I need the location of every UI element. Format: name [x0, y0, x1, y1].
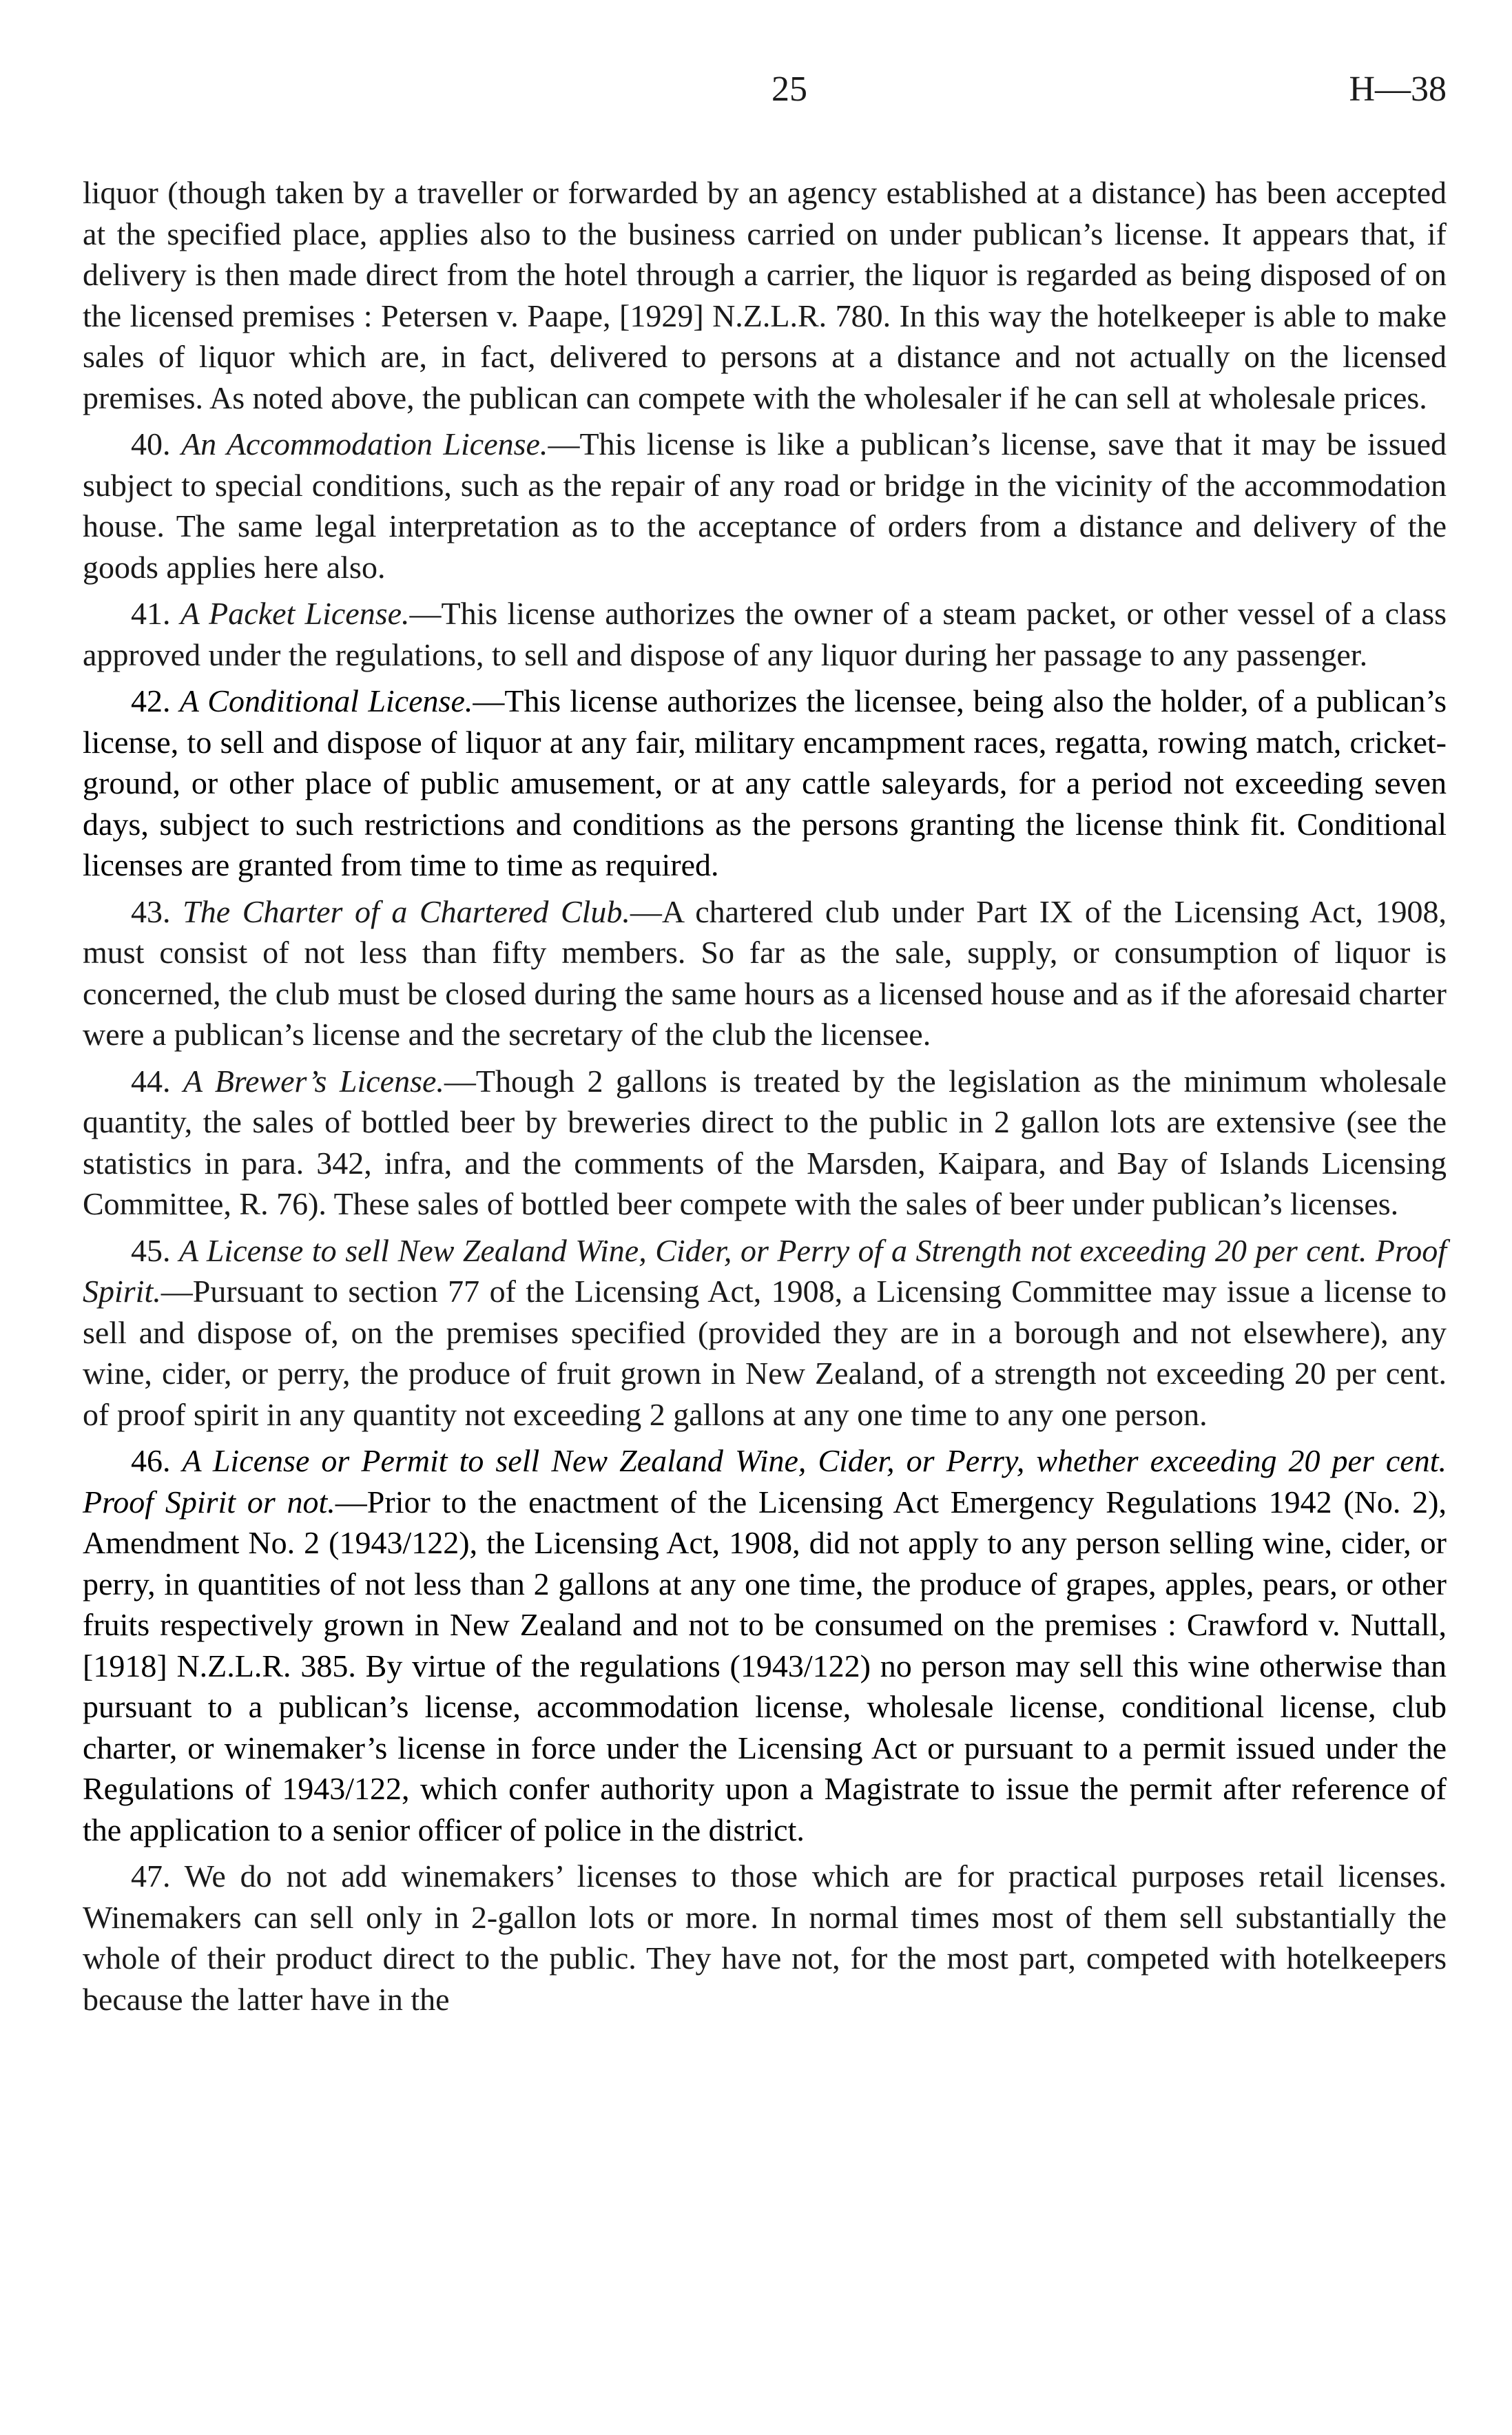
paragraph-text: We do not add winemakers’ licenses to those which are for practical purposes retail licenses. Winemakers can sell only in 2-gallon lots or more. In normal times most of them sell substantially the whole of their product direct to the public. They have not, for the most part, competed with hotelkeepers because the latter have in the [83, 1858, 1447, 2017]
page-header [83, 69, 1447, 124]
paragraph-46 [83, 1440, 1447, 1850]
paragraph-title: A Conditional License. [179, 683, 473, 718]
paragraph-continuation [83, 172, 1447, 418]
paragraph-47 [83, 1856, 1447, 2020]
paragraph-title: A License or Permit to sell New Zealand Wine, Cider, or Perry, whether exceeding 20 per cent. Proof Spirit or not. [83, 1443, 1447, 1520]
paragraph-title: A Packet License. [180, 596, 410, 631]
paragraph-42 [83, 681, 1447, 886]
paragraph-number: 45. [131, 1232, 171, 1268]
paragraph-text: —A chartered club under Part IX of the Licensing Act, 1908, must consist of not less than fifty members. So far as the sale, supply, or consumption of liquor is concerned, the club must be closed during the same hours as a licensed house and as if the aforesaid charter were a publican’s license and the secretary of the club the licensee. [83, 893, 1447, 1052]
body-text [83, 172, 1447, 2020]
paragraph-text: —Prior to the enactment of the Licensing Act Emergency Regulations 1942 (No. 2), Amendment No. 2 (1943/122), the Licensing Act, 1908, did not apply to any person selling wine, cider, or perry, in quantities of not less than 2 gallons at any one time, the produce of grapes, apples, pears, or other fruits respectively grown in New Zealand and not to be consumed on the premises : Crawford v. Nuttall, [1918] N.Z.L.R. 385. By virtue of the regulations (1943/122) no person may sell this wine otherwise than pursuant to a publican’s license, accommodation license, wholesale license, conditional license, club charter, or winemaker’s license in force under the Licensing Act or pursuant to a permit issued under the Regulations of 1943/122, which confer authority upon a Magistrate to issue the permit after reference of the application to a senior officer of police in the district. [83, 1484, 1447, 1847]
paragraph-number: 46. [131, 1443, 171, 1478]
paragraph-title: The Charter of a Chartered Club. [183, 893, 630, 929]
paragraph-text: —This license is like a publican’s license, save that it may be issued subject to special conditions, such as the repair of any road or bridge in the vicinity of the accommodation house. The same legal interpretation as to the acceptance of orders from a distance and delivery of the goods applies here also. [83, 426, 1447, 585]
paragraph-title: A Brewer’s License. [183, 1063, 444, 1099]
paragraph-title: A License to sell New Zealand Wine, Cider, or Perry of a Strength not exceeding 20 per cent. Proof Spirit. [83, 1232, 1447, 1309]
page-number: 25 [771, 70, 807, 109]
paragraph-41 [83, 593, 1447, 675]
document-page [83, 69, 1447, 2025]
document-reference: H—38 [1349, 70, 1447, 109]
paragraph-number: 42. [131, 683, 171, 718]
paragraph-number: 43. [131, 893, 171, 929]
paragraph-44 [83, 1061, 1447, 1225]
paragraph-title: An Accommodation License. [181, 426, 548, 462]
paragraph-text: liquor (though taken by a traveller or forwarded by an agency established at a distance) has been accepted at the specified place, applies also to the business carried on under publican’s license. It appears that, if delivery is then made direct from the hotel through a carrier, the liquor is regarded as being disposed of on the licensed premises : Petersen v. Paape, [1929] N.Z.L.R. 780. In this way the hotelkeeper is able to make sales of liquor which are, in fact, delivered to persons at a distance and not actually on the licensed premises. As noted above, the publican can compete with the wholesaler if he can sell at wholesale prices. [83, 175, 1447, 415]
paragraph-text: —Though 2 gallons is treated by the legislation as the minimum wholesale quantity, the sales of bottled beer by breweries direct to the public in 2 gallon lots are extensive (see the statistics in para. 342, infra, and the comments of the Marsden, Kaipara, and Bay of Islands Licensing Committee, R. 76). These sales of bottled beer compete with the sales of beer under publican’s licenses. [83, 1063, 1447, 1221]
paragraph-43 [83, 891, 1447, 1055]
paragraph-number: 47. [131, 1858, 171, 1894]
paragraph-text: —This license authorizes the owner of a steam packet, or other vessel of a class approved under the regulations, to sell and dispose of any liquor during her passage to any passenger. [83, 596, 1447, 672]
paragraph-number: 41. [131, 596, 171, 631]
paragraph-45 [83, 1230, 1447, 1436]
paragraph-40 [83, 424, 1447, 588]
paragraph-number: 40. [131, 426, 171, 462]
paragraph-text: —This license authorizes the licensee, being also the holder, of a publican’s license, to sell and dispose of liquor at any fair, military encampment races, regatta, rowing match, cricket-ground, or other place of public amusement, or at any cattle saleyards, for a period not exceeding seven days, subject to such restrictions and conditions as the persons granting the license think fit. Conditional licenses are granted from time to time as required. [83, 683, 1447, 882]
paragraph-text: —Pursuant to section 77 of the Licensing Act, 1908, a Licensing Committee may issue a license to sell and dispose of, on the premises specified (provided they are in a borough and not elsewhere), any wine, cider, or perry, the produce of fruit grown in New Zealand, of a strength not exceeding 20 per cent. of proof spirit in any quantity not exceeding 2 gallons at any one time to any one person. [83, 1274, 1447, 1432]
paragraph-number: 44. [131, 1063, 171, 1099]
